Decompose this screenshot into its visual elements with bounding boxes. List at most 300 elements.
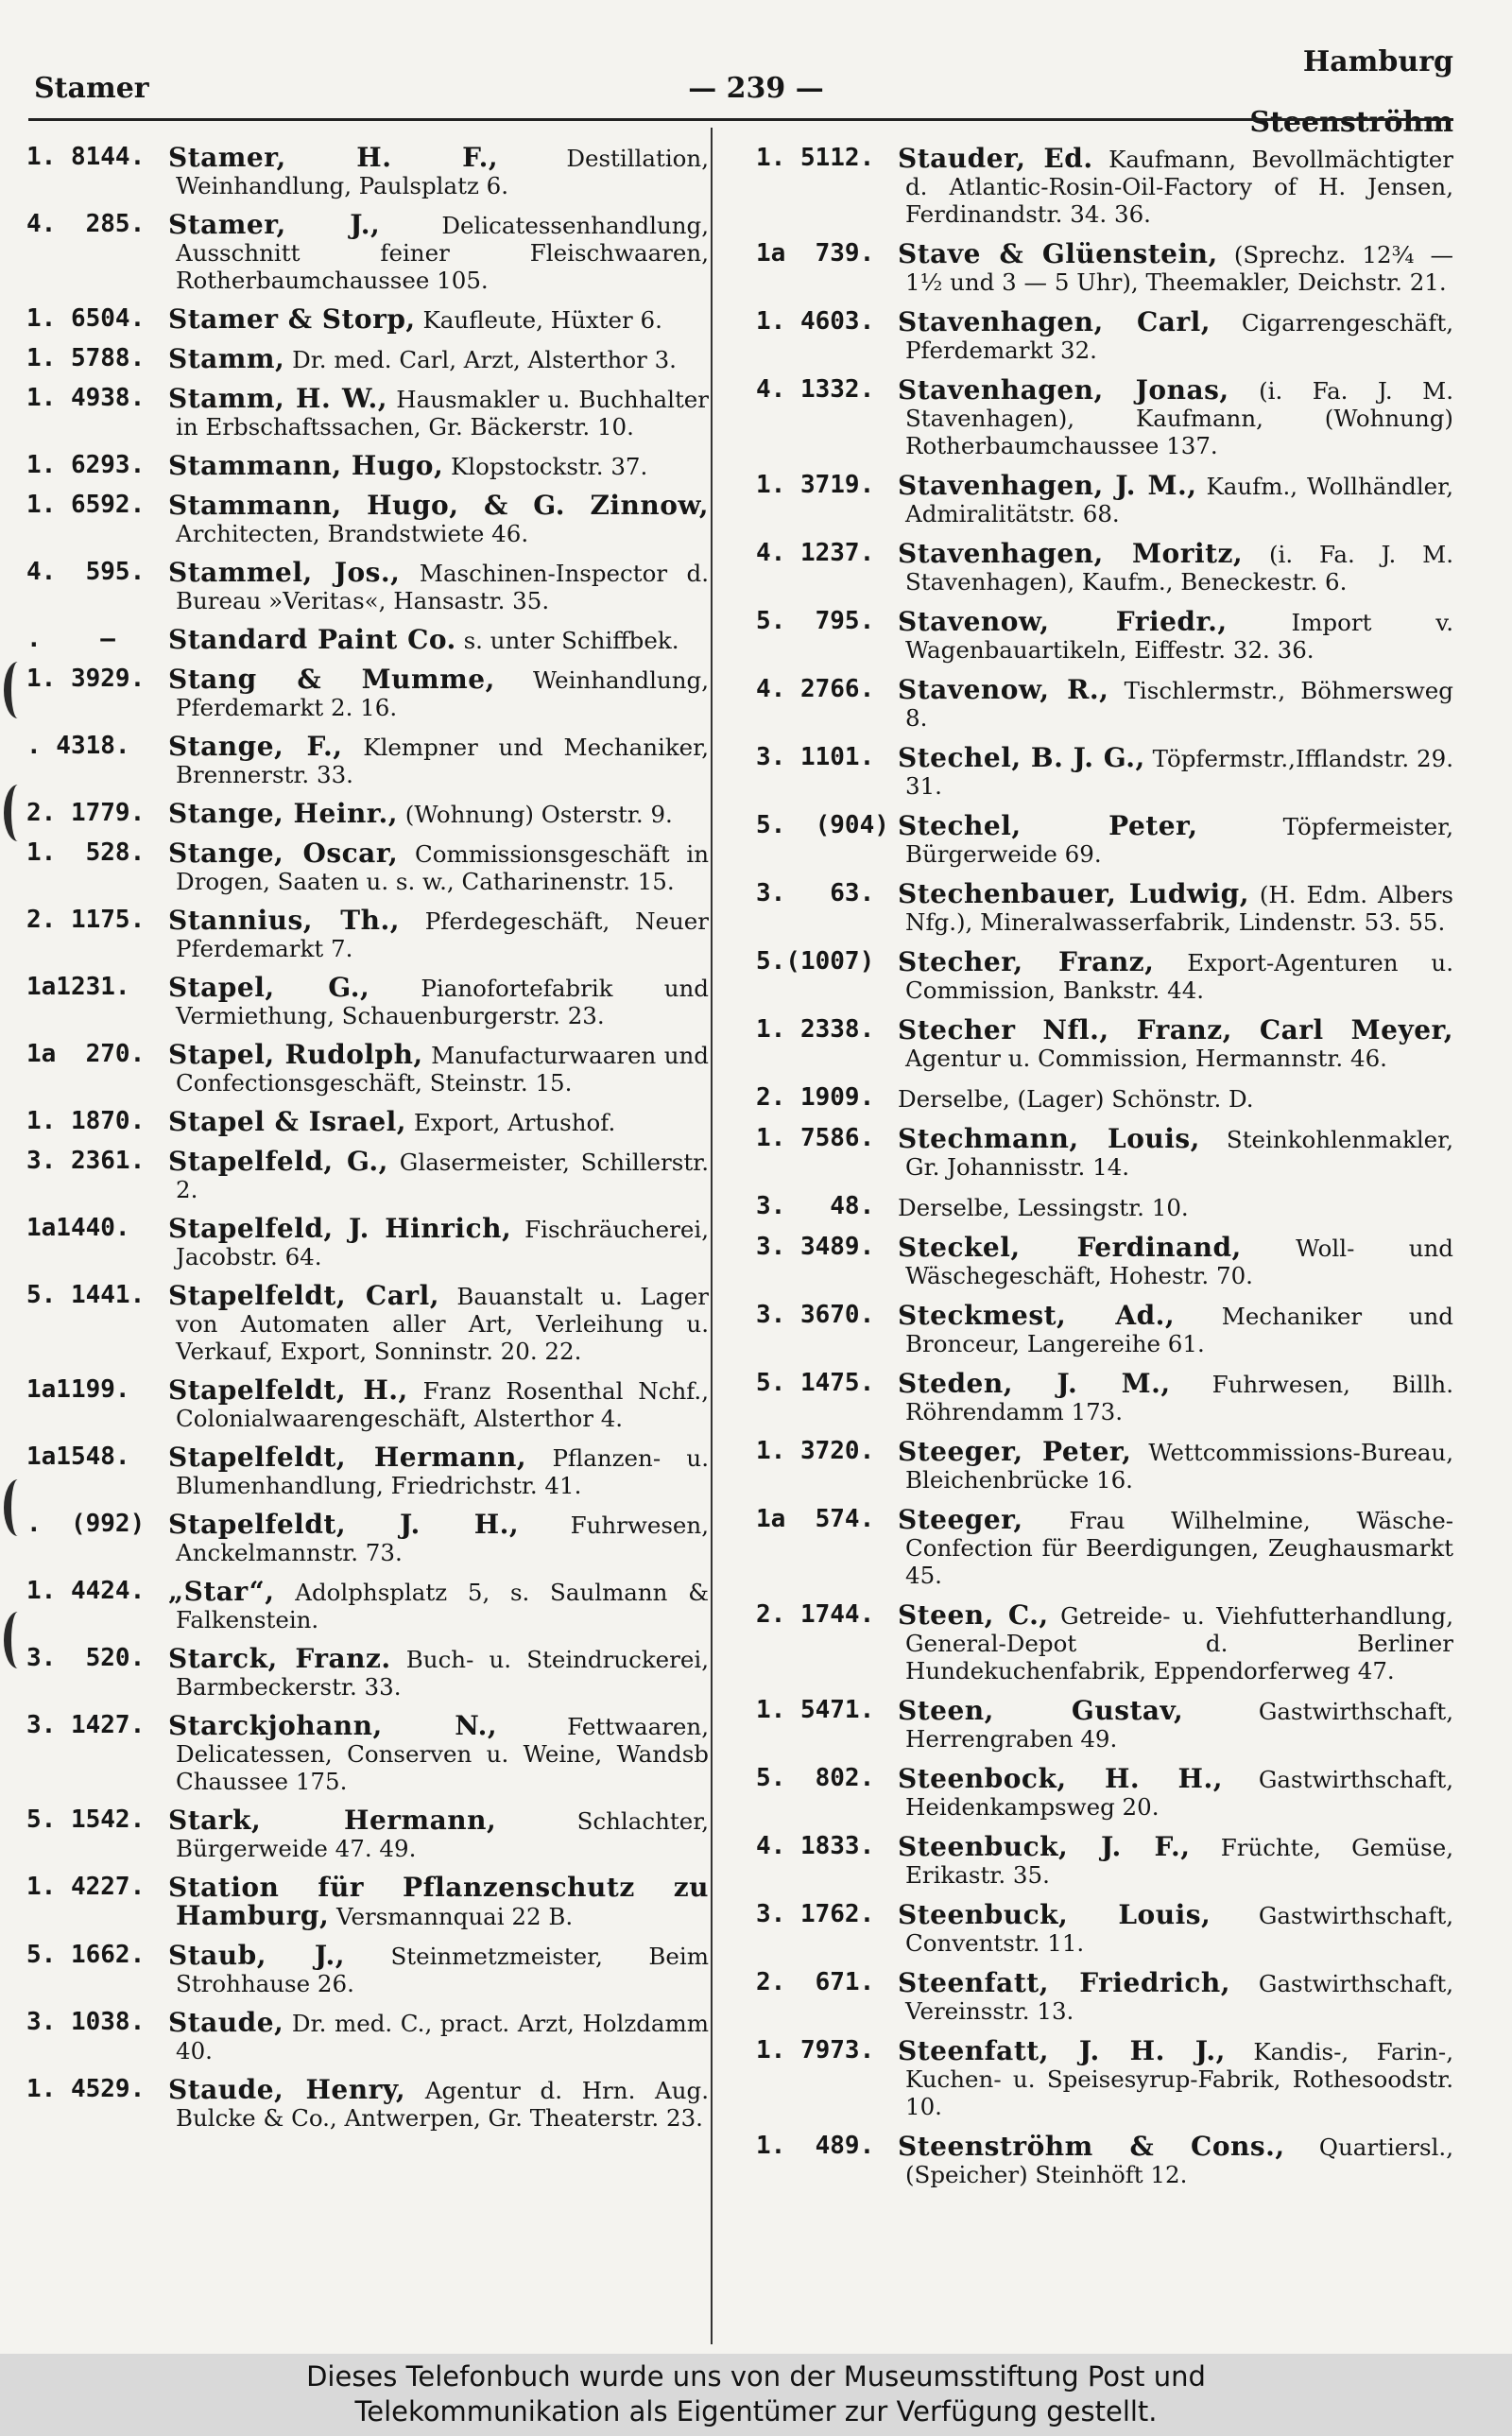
subscriber-details: Kaufleute, Hüxter 6. [415, 306, 662, 334]
phone-number: 4. 1237. [756, 539, 875, 567]
directory-entry [26, 305, 709, 334]
subscriber-name: Steenbuck, J. F., [898, 1831, 1191, 1862]
phone-number: 1. 4227. [26, 1873, 146, 1901]
phone-number: 3. 3489. [756, 1233, 875, 1261]
entry-text [168, 211, 709, 294]
subscriber-details: Fuhrwesen, Billh. Röhrendamm 173. [905, 1371, 1453, 1425]
directory-entry [26, 1282, 709, 1365]
subscriber-details: Export-Agenturen u. Commission, Bankstr. 44. [905, 949, 1453, 1004]
phone-number: 1. 5788. [26, 344, 146, 372]
phone-number: 2. 1744. [756, 1600, 875, 1629]
directory-entry [26, 559, 709, 614]
subscriber-name: Stavenhagen, J. M., [898, 470, 1197, 501]
phone-number: 1. 3719. [756, 471, 875, 499]
subscriber-details: Architecten, Brandstwiete 46. [176, 520, 529, 547]
entry-text [898, 1601, 1453, 1684]
directory-entry [26, 492, 709, 547]
phone-number: 2. 1909. [756, 1083, 875, 1112]
directory-entry [26, 665, 709, 721]
subscriber-details: s. unter Schiffbek. [455, 627, 679, 654]
phone-number: 1. 3720. [756, 1437, 875, 1465]
subscriber-name: Stechmann, Louis, [898, 1123, 1200, 1154]
subscriber-details: Quartiersl., (Speicher) Steinhöft 12. [905, 2134, 1453, 2188]
subscriber-name: „Star“, [168, 1576, 275, 1607]
directory-entry [756, 1969, 1453, 2025]
subscriber-name: Steenbock, H. H., [898, 1763, 1223, 1794]
subscriber-details: Getreide- u. Viehfutterhandlung, General-Depot d. Berliner Hundekuchenfabrik, Eppendorferweg 47. [905, 1602, 1453, 1684]
entry-text [168, 144, 709, 199]
entry-text [898, 812, 1453, 868]
entry-text [898, 676, 1453, 732]
subscriber-name: Stavenhagen, Moritz, [898, 538, 1244, 569]
subscriber-name: Stapelfeldt, Carl, [168, 1280, 439, 1311]
directory-entry [756, 376, 1453, 459]
subscriber-name: Stavenhagen, Carl, [898, 306, 1211, 337]
directory-entry [756, 1302, 1453, 1357]
entry-text [898, 2133, 1453, 2188]
subscriber-details: Glasermeister, Schillerstr. 2. [176, 1149, 709, 1203]
directory-entry [756, 948, 1453, 1004]
entry-text [898, 240, 1453, 296]
subscriber-details: Pferdegeschäft, Neuer Pferdemarkt 7. [176, 907, 709, 962]
subscriber-details: Fuhrwesen, Anckelmannstr. 73. [176, 1512, 709, 1566]
phone-number: 1a1440. [26, 1214, 130, 1242]
entry-text [898, 1438, 1453, 1494]
subscriber-details: Fischräucherei, Jacobstr. 64. [176, 1216, 709, 1270]
entry-text [898, 1193, 1453, 1221]
directory-entry [756, 812, 1453, 868]
directory-entry [26, 800, 709, 828]
subscriber-details: Delicatessenhandlung, Ausschnitt feiner Fleischwaaren, Rotherbaumchaussee 105. [176, 212, 709, 294]
subscriber-details: Mechaniker und Bronceur, Langereihe 61. [905, 1303, 1453, 1357]
subscriber-name: Steenfatt, J. H. J., [898, 2035, 1226, 2066]
subscriber-name: Stechenbauer, Ludwig, [898, 878, 1249, 909]
entry-text [168, 626, 709, 654]
subscriber-details: Gastwirthschaft, Conventstr. 11. [905, 1902, 1453, 1957]
subscriber-details: (i. Fa. J. M. Stavenhagen), Kaufmann, (Wohnung) Rotherbaumchaussee 137. [905, 377, 1453, 459]
subscriber-name: Steen, Gustav, [898, 1695, 1184, 1726]
subscriber-details: Cigarrengeschäft, Pferdemarkt 32. [905, 309, 1453, 364]
subscriber-details: Maschinen-Inspector d. Bureau »Veritas«, Hansastr. 35. [176, 560, 709, 614]
phone-number: 1. 7586. [756, 1124, 875, 1152]
entry-text [898, 1016, 1453, 1072]
subscriber-details: Pflanzen- u. Blumenhandlung, Friedrichstr. 41. [176, 1444, 709, 1499]
phone-number: 1. 5471. [756, 1696, 875, 1724]
subscriber-name: Steckmest, Ad., [898, 1300, 1176, 1331]
phone-number: 3. 2361. [26, 1147, 146, 1175]
entry-text [898, 1125, 1453, 1181]
entry-text [168, 1148, 709, 1203]
phone-number: 2. 671. [756, 1968, 875, 1996]
phone-number: 3. 63. [756, 879, 875, 907]
page-number: — 239 — [688, 72, 824, 105]
subscriber-name: Staude, Henry, [168, 2074, 406, 2105]
phone-number: 1. 2338. [756, 1015, 875, 1044]
entry-text [898, 1833, 1453, 1889]
phone-number: 4. 2766. [756, 675, 875, 703]
subscriber-name: Stapelfeld, J. Hinrich, [168, 1213, 512, 1244]
subscriber-name: Stamm, H. W., [168, 383, 388, 414]
subscriber-name: Stavenhagen, Jonas, [898, 374, 1229, 406]
directory-entry [756, 1193, 1453, 1221]
subscriber-name: Stechel, Peter, [898, 810, 1198, 841]
entry-text [898, 1901, 1453, 1957]
subscriber-name: Starck, Franz. [168, 1643, 391, 1674]
entry-text [168, 1942, 709, 1997]
subscriber-name: Stecher, Franz, [898, 946, 1155, 977]
subscriber-details: Früchte, Gemüse, Erikastr. 35. [905, 1834, 1454, 1889]
phone-number: 1a 739. [756, 239, 875, 268]
directory-entry [756, 744, 1453, 800]
directory-entry [756, 1125, 1453, 1181]
header-left-keyword: Stamer [34, 72, 149, 105]
subscriber-name: Stark, Hermann, [168, 1805, 497, 1836]
entry-text [898, 540, 1453, 596]
left-column [26, 132, 709, 2132]
entry-text [168, 974, 709, 1029]
entry-text [168, 305, 709, 334]
subscriber-details: Töpfermeister, Bürgerweide 69. [905, 813, 1453, 868]
phone-number: 1. 4424. [26, 1577, 146, 1605]
directory-entry [26, 1874, 709, 1930]
subscriber-name: Standard Paint Co. [168, 624, 456, 655]
subscriber-details: Kaufm., Wollhändler, Admiralitätstr. 68. [905, 473, 1453, 527]
subscriber-details: Gastwirthschaft, Heidenkampsweg 20. [905, 1766, 1453, 1821]
directory-entry [756, 240, 1453, 296]
phone-number: 5. 1441. [26, 1281, 146, 1309]
entry-text [168, 907, 709, 962]
entry-text [898, 145, 1453, 228]
subscriber-details: Import v. Wagenbauartikeln, Eiffestr. 32. 36. [905, 609, 1454, 664]
phone-number: 1a1199. [26, 1375, 130, 1404]
directory-entry [756, 1438, 1453, 1494]
footer-notice [0, 2354, 1512, 2436]
phone-number: 1. 489. [756, 2132, 875, 2160]
entry-text [168, 1041, 709, 1097]
phone-number: 1. 6504. [26, 304, 146, 333]
entry-text [168, 665, 709, 721]
phone-number: 3. 1427. [26, 1711, 146, 1739]
subscriber-details: Franz Rosenthal Nchf., Colonialwaarengeschäft, Alsterthor 4. [176, 1377, 709, 1432]
subscriber-details: Frau Wilhelmine, Wäsche-Confection für Beerdigungen, Zeughausmarkt 45. [905, 1507, 1453, 1589]
directory-entry [26, 1215, 709, 1270]
entry-text [168, 385, 709, 441]
phone-number: 5. (904) [756, 811, 889, 839]
subscriber-details: (H. Edm. Albers Nfg.), Mineralwasserfabrik, Lindenstr. 53. 55. [905, 881, 1453, 936]
subscriber-name: Stange, Oscar, [168, 838, 399, 869]
directory-entry [756, 608, 1453, 664]
entry-text [168, 1108, 709, 1136]
directory-entry [26, 1712, 709, 1795]
directory-entry [756, 2037, 1453, 2120]
directory-entry [756, 676, 1453, 732]
phone-number: 1. 7973. [756, 2036, 875, 2065]
subscriber-name: Stang & Mumme, [168, 664, 495, 695]
phone-number: 5.(1007) [756, 947, 875, 976]
footer-line-1: Dieses Telefonbuch wurde uns von der Museumsstiftung Post und [306, 2360, 1206, 2393]
phone-number: 1. 528. [26, 838, 146, 867]
subscriber-details: Gastwirthschaft, Vereinsstr. 13. [905, 1970, 1453, 2025]
phone-number: 1. 6293. [26, 451, 146, 479]
subscriber-name: Stechel, B. J. G., [898, 742, 1145, 773]
directory-entry [26, 1942, 709, 1997]
subscriber-details: Agentur u. Commission, Hermannstr. 46. [905, 1045, 1387, 1072]
phone-number: 3. 1038. [26, 2008, 146, 2036]
directory-entry [26, 974, 709, 1029]
subscriber-details: Bauanstalt u. Lager von Automaten aller Art, Verleihung u. Verkauf, Export, Sonninstr. 20. 22. [176, 1283, 709, 1365]
subscriber-details: Steinkohlenmakler, Gr. Johannisstr. 14. [905, 1126, 1453, 1181]
phone-number: . 4318. [26, 732, 130, 760]
phone-number: 1a 270. [26, 1040, 146, 1068]
directory-entry [26, 1806, 709, 1862]
subscriber-name: Stavenow, Friedr., [898, 606, 1228, 637]
subscriber-name: Stapelfeldt, Hermann, [168, 1442, 527, 1473]
subscriber-name: Stavenow, R., [898, 674, 1109, 705]
subscriber-name: Stammel, Jos., [168, 557, 401, 588]
directory-entry [756, 2133, 1453, 2188]
entry-text [898, 1765, 1453, 1821]
subscriber-details: Woll- und Wäschegeschäft, Hohestr. 70. [905, 1235, 1453, 1289]
entry-text [168, 1712, 709, 1795]
phone-number: 1. 6592. [26, 491, 146, 519]
subscriber-details: Dr. med. Carl, Arzt, Alsterthor 3. [284, 346, 677, 373]
header-rule [28, 118, 1453, 121]
directory-entry [756, 880, 1453, 936]
subscriber-details: Kandis-, Farin-, Kuchen- u. Speisesyrup-Fabrik, Rothesoodstr. 10. [905, 2038, 1453, 2120]
entry-text [898, 1302, 1453, 1357]
entry-text [168, 1511, 709, 1566]
phone-number: 1a1548. [26, 1443, 130, 1471]
subscriber-details: Tischlermstr., Böhmersweg 8. [905, 677, 1453, 732]
entry-text [898, 1506, 1453, 1589]
subscriber-details: Manufacturwaaren und Confectionsgeschäft, Steinstr. 15. [176, 1042, 709, 1097]
subscriber-name: Stamer & Storp, [168, 303, 416, 335]
directory-entry [756, 540, 1453, 596]
subscriber-details: Klempner und Mechaniker, Brennerstr. 33. [176, 734, 709, 788]
entry-text [898, 1084, 1453, 1113]
entry-text [168, 345, 709, 373]
subscriber-details: Gastwirthschaft, Herrengraben 49. [905, 1698, 1453, 1753]
header-right-keyword: Steenströhm [1249, 106, 1453, 139]
directory-entry [756, 1901, 1453, 1957]
subscriber-details: Buch- u. Steindruckerei, Barmbeckerstr. 33. [176, 1646, 710, 1701]
phone-number: 5. 795. [756, 607, 875, 635]
subscriber-name: Steenfatt, Friedrich, [898, 1967, 1230, 1998]
subscriber-details: Weinhandlung, Pferdemarkt 2. 16. [176, 666, 709, 721]
phone-number: 3. 48. [756, 1192, 875, 1220]
entry-text [168, 1282, 709, 1365]
footer-line-2: Telekommunikation als Eigentümer zur Verfügung gestellt. [354, 2395, 1158, 2427]
subscriber-name: Stange, Heinr., [168, 798, 398, 829]
subscriber-name: Steeger, [898, 1504, 1023, 1535]
directory-entry [26, 1108, 709, 1136]
subscriber-details: Töpfermstr.,Ifflandstr. 29. 31. [905, 745, 1453, 800]
phone-number: 1. 4938. [26, 384, 146, 412]
phone-number: 4. 595. [26, 558, 146, 586]
directory-entry [26, 2076, 709, 2132]
entry-text [898, 880, 1453, 936]
subscriber-name: Steeger, Peter, [898, 1436, 1132, 1467]
directory-entry [756, 1697, 1453, 1753]
phone-number: 3. 3670. [756, 1301, 875, 1329]
directory-entry [756, 145, 1453, 228]
entry-text [898, 948, 1453, 1004]
subscriber-name: Stange, F., [168, 731, 343, 762]
phone-number: 1. 3929. [26, 665, 146, 693]
subscriber-name: Stauder, Ed. [898, 143, 1093, 174]
entry-text [898, 376, 1453, 459]
subscriber-details: Dr. med. C., pract. Arzt, Holzdamm 40. [176, 2010, 709, 2065]
phone-number: 1a 574. [756, 1505, 875, 1533]
phone-number: . — [26, 625, 146, 653]
phone-number: 4. 1833. [756, 1832, 875, 1860]
entry-text [168, 452, 709, 480]
subscriber-details: Hausmakler u. Buchhalter in Erbschaftssachen, Gr. Bäckerstr. 10. [176, 386, 709, 441]
subscriber-details: Destillation, Weinhandlung, Paulsplatz 6. [176, 145, 709, 199]
header-city: Hamburg [1302, 45, 1453, 78]
directory-entry [756, 1833, 1453, 1889]
entry-text [168, 2009, 709, 2065]
subscriber-details: Derselbe, Lessingstr. 10. [898, 1194, 1189, 1221]
entry-text [168, 1578, 709, 1633]
subscriber-details: Wettcommissions-Bureau, Bleichenbrücke 16. [905, 1439, 1453, 1494]
subscriber-details: Versmannquai 22 B. [329, 1903, 574, 1930]
subscriber-name: Staude, [168, 2007, 284, 2038]
directory-entry [26, 1443, 709, 1499]
subscriber-name: Stamm, [168, 343, 285, 374]
subscriber-name: Stapel & Israel, [168, 1106, 407, 1137]
entry-text [898, 472, 1453, 527]
directory-entry [26, 733, 709, 788]
entry-text [168, 1645, 709, 1701]
phone-number: 4. 1332. [756, 375, 875, 404]
subscriber-details: Commissionsgeschäft in Drogen, Saaten u. s. w., Catharinenstr. 15. [176, 840, 709, 895]
phone-number: 5. 1542. [26, 1805, 146, 1834]
phone-number: 2. 1779. [26, 799, 146, 827]
entry-text [168, 2076, 709, 2132]
subscriber-details: Schlachter, Bürgerweide 47. 49. [176, 1807, 709, 1862]
directory-entry [756, 1234, 1453, 1289]
subscriber-name: Steenbuck, Louis, [898, 1899, 1211, 1930]
subscriber-name: Staub, J., [168, 1940, 345, 1971]
subscriber-name: Stannius, Th., [168, 905, 400, 936]
directory-entry [26, 839, 709, 895]
subscriber-name: Stave & Glüenstein, [898, 238, 1218, 269]
entry-text [168, 733, 709, 788]
directory-entry [26, 144, 709, 199]
phone-number: 1. 4603. [756, 307, 875, 336]
subscriber-name: Stecher Nfl., Franz, Carl Meyer, [898, 1014, 1453, 1045]
directory-entry [756, 472, 1453, 527]
subscriber-details: Fettwaaren, Delicatessen, Conserven u. Weine, Wandsb Chaussee 175. [176, 1713, 709, 1795]
subscriber-details: Adolphsplatz 5, s. Saulmann & Falkenstein. [176, 1579, 709, 1633]
phone-number: 3. 520. [26, 1644, 146, 1672]
phone-number: 5. 802. [756, 1764, 875, 1792]
entry-text [898, 608, 1453, 664]
directory-entry [26, 1578, 709, 1633]
subscriber-name: Stamer, J., [168, 209, 381, 240]
entry-text [898, 1697, 1453, 1753]
subscriber-details: (Sprechz. 12¾ — 1½ und 3 — 5 Uhr), Theemakler, Deichstr. 21. [905, 241, 1453, 296]
directory-entry [26, 211, 709, 294]
entry-text [168, 1874, 709, 1930]
phone-number: 4. 285. [26, 210, 146, 238]
phone-number: 1a1231. [26, 973, 130, 1001]
entry-text [168, 559, 709, 614]
entry-text [898, 1969, 1453, 2025]
entry-text [168, 1215, 709, 1270]
subscriber-name: Stammann, Hugo, [168, 450, 444, 481]
directory-entry [756, 1370, 1453, 1425]
directory-entry [756, 1016, 1453, 1072]
subscriber-name: Station für Pflanzenschutz zu Hamburg, [168, 1872, 709, 1931]
directory-entry [26, 1645, 709, 1701]
phone-number: 1. 1870. [26, 1107, 146, 1135]
subscriber-name: Stapelfeldt, J. H., [168, 1509, 520, 1540]
directory-entry [26, 626, 709, 654]
entry-text [168, 800, 709, 828]
subscriber-name: Starckjohann, N., [168, 1710, 498, 1741]
entry-text [168, 1806, 709, 1862]
subscriber-details: Steinmetzmeister, Beim Strohhause 26. [176, 1943, 709, 1997]
directory-entry [26, 2009, 709, 2065]
subscriber-name: Stammann, Hugo, & G. Zinnow, [168, 490, 709, 521]
phone-number: 2. 1175. [26, 906, 146, 934]
phone-number: 1. 4529. [26, 2075, 146, 2103]
directory-entry [756, 308, 1453, 364]
entry-text [898, 2037, 1453, 2120]
phone-number: 1. 5112. [756, 144, 875, 172]
directory-entry [756, 1601, 1453, 1684]
entry-text [168, 1376, 709, 1432]
subscriber-name: Steen, C., [898, 1599, 1049, 1631]
subscriber-details: Kaufmann, Bevollmächtigter d. Atlantic-Rosin-Oil-Factory of H. Jensen, Ferdinandstr. 34. 36. [905, 146, 1453, 228]
subscriber-name: Stapel, Rudolph, [168, 1039, 423, 1070]
entry-text [168, 1443, 709, 1499]
directory-entry [756, 1084, 1453, 1113]
column-divider [711, 128, 713, 2344]
phone-number: 5. 1475. [756, 1369, 875, 1397]
phone-number: 3. 1762. [756, 1900, 875, 1928]
subscriber-name: Steenströhm & Cons., [898, 2131, 1285, 2162]
phone-number: 1. 8144. [26, 143, 146, 171]
subscriber-details: Klopstockstr. 37. [443, 453, 648, 480]
phone-number: . (992) [26, 1510, 146, 1538]
directory-entry [26, 1148, 709, 1203]
subscriber-details: Derselbe, (Lager) Schönstr. D. [898, 1085, 1254, 1113]
directory-entry [26, 1041, 709, 1097]
subscriber-details: Pianofortefabrik und Vermiethung, Schauenburgerstr. 23. [176, 975, 709, 1029]
subscriber-name: Stapelfeld, G., [168, 1146, 388, 1177]
subscriber-name: Steckel, Ferdinand, [898, 1232, 1242, 1263]
subscriber-details: Export, Artushof. [406, 1109, 616, 1136]
subscriber-name: Steden, J. M., [898, 1368, 1171, 1399]
directory-entry [756, 1506, 1453, 1589]
entry-text [898, 1370, 1453, 1425]
subscriber-details: (i. Fa. J. M. Stavenhagen), Kaufm., Beneckestr. 6. [905, 541, 1453, 596]
subscriber-name: Stamer, H. F., [168, 142, 499, 173]
subscriber-details: (Wohnung) Osterstr. 9. [397, 801, 673, 828]
entry-text [168, 492, 709, 547]
directory-entry [26, 385, 709, 441]
directory-entry [26, 1511, 709, 1566]
directory-entry [26, 1376, 709, 1432]
subscriber-name: Stapelfeldt, H., [168, 1374, 408, 1406]
directory-entry [26, 452, 709, 480]
subscriber-details: Agentur d. Hrn. Aug. Bulcke & Co., Antwerpen, Gr. Theaterstr. 23. [176, 2077, 709, 2132]
entry-text [898, 744, 1453, 800]
directory-entry [26, 345, 709, 373]
